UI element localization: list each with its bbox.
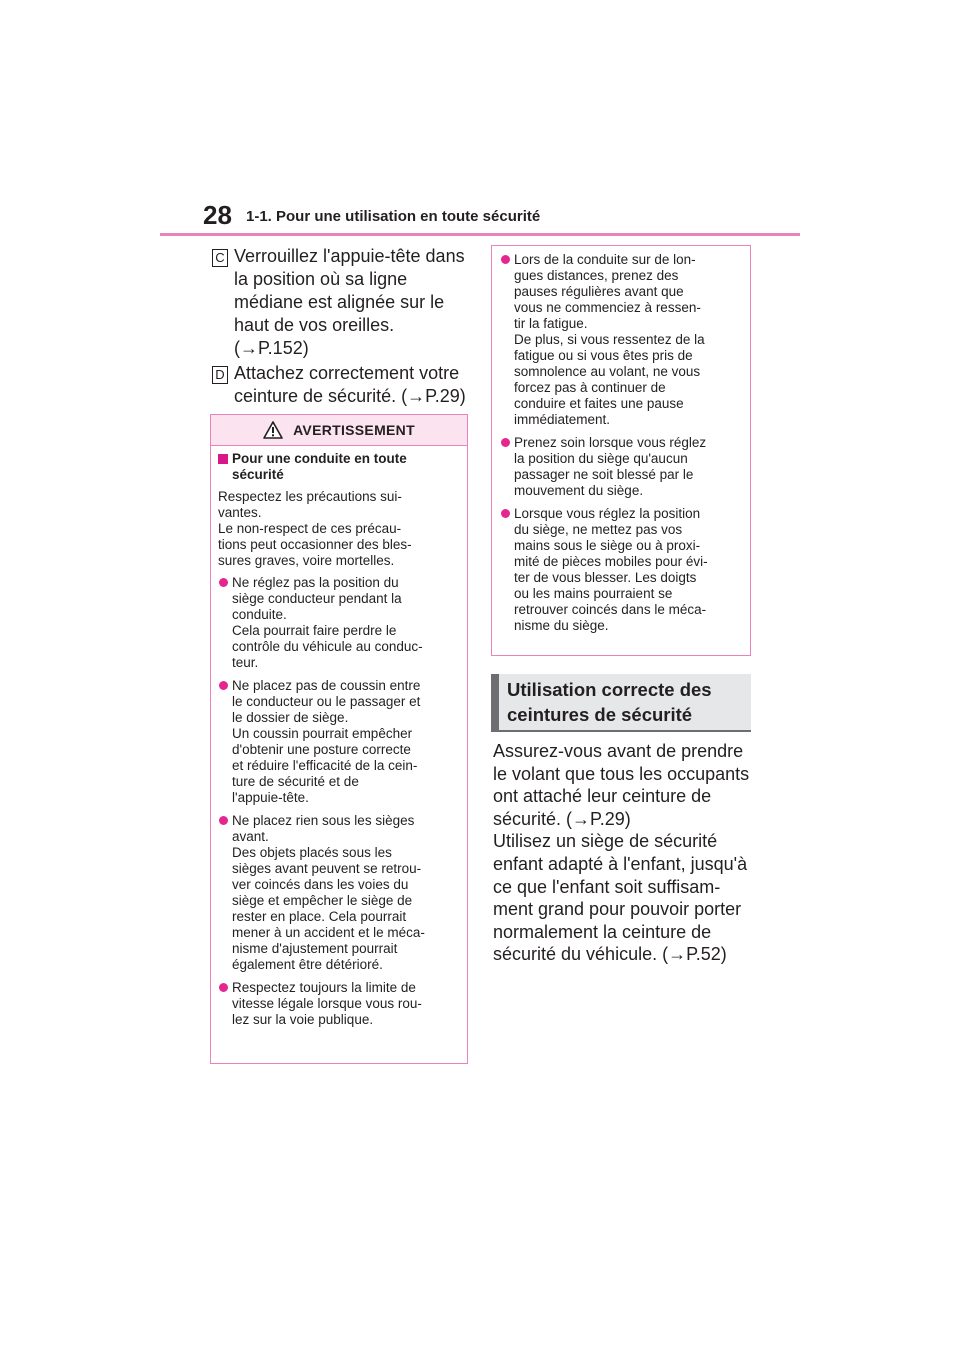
bullet-line: teur.: [232, 655, 259, 670]
bullet-line: également être détérioré.: [232, 957, 383, 972]
heading-line: Utilisation correcte des: [507, 679, 712, 700]
intro-line: vantes.: [218, 505, 262, 520]
step-line: Attachez correctement votre: [234, 363, 460, 383]
bullet-line: nisme d'ajustement pourrait: [232, 941, 398, 956]
warning-bullet: [500, 252, 744, 428]
intro-line: tions peut occasionner des bles-: [218, 537, 412, 552]
warning-title: AVERTISSEMENT: [293, 422, 415, 438]
bullet-dot-icon: [219, 983, 228, 992]
bullet-line: et réduire l'efficacité de la cein-: [232, 758, 418, 773]
body-line: enfant adapté à l'enfant, jusqu'à: [493, 853, 748, 874]
bullet-line: l'appuie-tête.: [232, 790, 309, 805]
bullet-line: Ne réglez pas la position du: [232, 575, 399, 590]
step-line: Verrouillez l'appuie-tête dans: [234, 246, 465, 266]
warning-bullet: [500, 506, 744, 634]
bullet-line: retrouver coincés dans le méca-: [514, 602, 707, 617]
square-bullet-icon: [218, 454, 228, 464]
step-line: médiane est alignée sur le: [234, 292, 445, 312]
bullet-line: mener à un accident et le méca-: [232, 925, 425, 940]
warning-bullet: [218, 980, 461, 1028]
body-line: ce que l'enfant soit suffisam-: [493, 876, 721, 897]
bullet-line: Ne placez rien sous les sièges: [232, 813, 415, 828]
bullet-dot-icon: [501, 255, 510, 264]
bullet-line: d'obtenir une posture correcte: [232, 742, 411, 757]
bullet-dot-icon: [219, 681, 228, 690]
warning-box-continued: [491, 245, 751, 656]
bullet-line: contrôle du véhicule au conduc-: [232, 639, 423, 654]
bullet-line: mité de pièces mobiles pour évi-: [514, 554, 708, 569]
bullet-dot-icon: [501, 509, 510, 518]
warning-header: [211, 415, 467, 446]
warning-intro: [218, 489, 461, 569]
bullet-line: Lorsque vous réglez la position: [514, 506, 701, 521]
body-line: le volant que tous les occupants: [493, 763, 750, 784]
step-line: haut de vos oreilles.: [234, 315, 395, 335]
bullet-line: le conducteur ou le passager et: [232, 694, 421, 709]
bullet-line: vous ne commenciez à ressen-: [514, 300, 701, 315]
bullet-line: mouvement du siège.: [514, 483, 644, 498]
warning-box: [210, 414, 468, 1064]
bullet-line: du siège, ne mettez pas vos: [514, 522, 683, 537]
page-number: 28: [203, 200, 232, 230]
bullet-line: Des objets placés sous les: [232, 845, 392, 860]
warning-body: [211, 446, 467, 1028]
bullet-line: Prenez soin lorsque vous réglez: [514, 435, 707, 450]
bullet-line: passager ne soit blessé par le: [514, 467, 694, 482]
intro-line: Respectez les précautions sui-: [218, 489, 402, 504]
bullet-line: somnolence au volant, ne vous: [514, 364, 701, 379]
bullet-line: conduite.: [232, 607, 287, 622]
bullet-line: forcez pas à continuer de: [514, 380, 666, 395]
warning-bullet: [218, 678, 461, 806]
bullet-line: Ne placez pas de coussin entre: [232, 678, 421, 693]
bullet-line: fatigue ou si vous êtes pris de: [514, 348, 693, 363]
bullet-line: pauses régulières avant que: [514, 284, 684, 299]
body-line: sécurité. (→P.29): [493, 808, 631, 829]
body-line: normalement la ceinture de: [493, 921, 712, 942]
bullet-line: ter de vous blesser. Les doigts: [514, 570, 697, 585]
bullet-line: De plus, si vous ressentez de la: [514, 332, 705, 347]
bullet-dot-icon: [219, 578, 228, 587]
bullet-line: immédiatement.: [514, 412, 611, 427]
warning-body-continued: [492, 246, 750, 634]
bullet-line: vitesse légale lorsque vous rou-: [232, 996, 422, 1011]
bullet-line: ou les mains pourraient se: [514, 586, 673, 601]
bullet-line: le dossier de siège.: [232, 710, 349, 725]
bullet-line: ture de sécurité et de: [232, 774, 359, 789]
step-line: la position où sa ligne: [234, 269, 408, 289]
bullet-line: avant.: [232, 829, 269, 844]
bullet-line: ver coincés dans les voies du: [232, 877, 409, 892]
intro-line: Le non-respect de ces précau-: [218, 521, 402, 536]
bullet-dot-icon: [219, 816, 228, 825]
bullet-line: mains sous le siège ou à proxi-: [514, 538, 701, 553]
step-line: ceinture de sécurité. (→P.29): [234, 386, 466, 406]
step-c: [212, 245, 468, 360]
bullet-line: Cela pourrait faire perdre le: [232, 623, 397, 638]
bullet-line: Lors de la conduite sur de lon-: [514, 252, 696, 267]
step-d: [212, 362, 468, 408]
bullet-line: Un coussin pourrait empêcher: [232, 726, 413, 741]
step-letter-d: D: [212, 366, 228, 384]
bullet-dot-icon: [501, 438, 510, 447]
subheading-line: sécurité: [232, 467, 284, 482]
body-line: ont attaché leur ceinture de: [493, 786, 712, 807]
body-line: Assurez-vous avant de prendre: [493, 741, 744, 761]
warning-subheading: [218, 451, 461, 483]
bullet-line: Respectez toujours la limite de: [232, 980, 416, 995]
subheading-line: Pour une conduite en toute: [232, 451, 407, 466]
bullet-line: lez sur la voie publique.: [232, 1012, 374, 1027]
page-reference: (→P.152): [234, 338, 309, 358]
bullet-line: tir la fatigue.: [514, 316, 588, 331]
body-line: sécurité du véhicule. (→P.52): [493, 944, 727, 965]
warning-triangle-icon: [263, 421, 283, 439]
bullet-line: rester en place. Cela pourrait: [232, 909, 407, 924]
warning-bullet: [500, 435, 744, 499]
bullet-line: la position du siège qu'aucun: [514, 451, 688, 466]
bullet-line: conduire et faites une pause: [514, 396, 684, 411]
section-title: 1-1. Pour une utilisation en toute sécurité: [246, 208, 541, 225]
bullet-line: sièges avant peuvent se retrou-: [232, 861, 422, 876]
body-paragraph: [493, 740, 755, 966]
body-line: ment grand pour pouvoir porter: [493, 899, 742, 920]
step-letter-c: C: [212, 249, 228, 267]
bullet-line: siège conducteur pendant la: [232, 591, 402, 606]
body-line: Utilisez un siège de sécurité: [493, 831, 718, 852]
heading-line: ceintures de sécurité: [507, 704, 693, 725]
header-rule: [160, 233, 800, 236]
bullet-line: gues distances, prenez des: [514, 268, 679, 283]
intro-line: sures graves, voire mortelles.: [218, 553, 395, 568]
warning-bullet: [218, 575, 461, 671]
warning-bullet: [218, 813, 461, 973]
section-heading: [491, 674, 751, 732]
bullet-line: nisme du siège.: [514, 618, 609, 633]
bullet-line: siège et empêcher le siège de: [232, 893, 413, 908]
